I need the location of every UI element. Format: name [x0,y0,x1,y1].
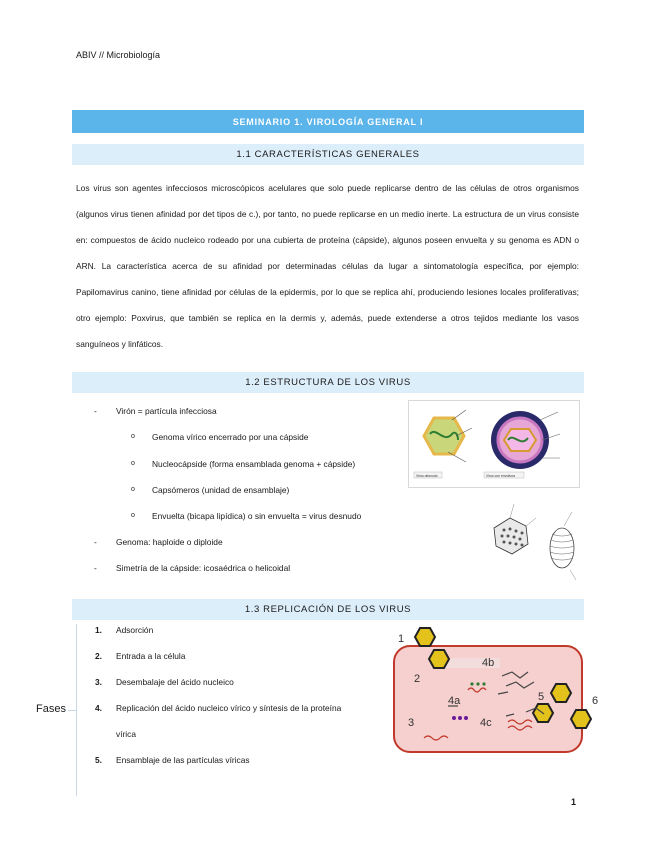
diagram-label: 1 [398,633,405,645]
virus-structure-figure [408,400,580,488]
step-text-continuation: vírica [116,729,137,739]
diagram-label: 4b [482,657,495,669]
step-number: 2. [95,651,102,661]
step-number: 5. [95,755,102,765]
list-item: Envuelta (bicapa lipídica) o sin envuelta = virus desnudo [152,511,362,521]
step-text: Adsorción [116,625,154,635]
diagram-label: 6 [592,695,599,707]
sub-bullet: o [131,460,135,467]
diagram-label: 2 [414,673,421,685]
list-bullet: - [94,537,97,547]
list-item: Nucleocápside (forma ensamblada genoma + cápside) [152,459,356,469]
step-number: 4. [95,703,102,713]
list-item: Genoma vírico encerrado por una cápside [152,432,309,442]
diagram-label: 3 [408,717,415,729]
sub-bullet: o [131,433,135,440]
step-text: Desembalaje del ácido nucleico [116,677,234,687]
list-bullet: - [94,406,97,416]
step-text: Entrada a la célula [116,651,186,661]
diagram-label: 5 [538,691,545,703]
symmetry-item: Simetría de la cápside: icosaédrica o helicoidal [116,563,291,573]
section-1-paragraph: Los virus son agentes infecciosos microscópicos acelulares que solo puede replicarse dentro de las células de otros organismos (algunos virus tienen afinidad por det tipos de c.), por tanto, no puede replicarse en un medio inerte. La estructura de un virus consiste en: compuestos de ácido nucleico rodeado por una cubierta de proteína (cápside), algunos poseen envuelta y su genoma es ADN o ARN. La característica acerca de su afinidad por determinadas células da lugar a sintomatología específica, por ejemplo: Papilomavirus canino, tiene afinidad por células de la epidermis, por lo que se replica ahí, produciendo lesiones locales proliferativas; otro ejemplo: Poxvirus, que también se replica en la dermis y, además, puede extenderse a otros tejidos mediante los vasos sanguíneos y linfáticos. [76,183,579,349]
phase-brace [76,624,83,796]
sub-bullet: o [131,512,135,519]
genome-item: Genoma: haploide o diploide [116,537,223,547]
section-heading-1: 1.1 CARACTERÍSTICAS GENERALES [72,144,584,165]
replication-diagram [388,624,608,764]
phases-label: Fases [36,703,66,715]
list-bullet: - [94,563,97,573]
list-item: Capsómeros (unidad de ensamblaje) [152,485,290,495]
step-number: 1. [95,625,102,635]
step-number: 3. [95,677,102,687]
sub-bullet: o [131,486,135,493]
section-heading-2: 1.2 ESTRUCTURA DE LOS VIRUS [72,372,584,393]
diagram-label: 4c [480,717,492,729]
naked-virus-label: Virus desnudo [416,474,438,478]
document-header: ABIV // Microbiología [76,50,161,60]
seminar-title: SEMINARIO 1. VIROLOGÍA GENERAL I [72,110,584,133]
capsid-symmetry-figure [480,496,586,584]
enveloped-virus-label: Virus con envoltura [486,474,515,478]
diagram-label: 4a [448,695,461,707]
section-heading-3: 1.3 REPLICACIÓN DE LOS VIRUS [72,599,584,620]
page-number: 1 [571,797,577,807]
virion-definition: Virón = partícula infecciosa [116,406,217,416]
phase-brace-tick [68,710,76,711]
step-text: Replicación del ácido nucleico vírico y síntesis de la proteína [116,703,342,713]
step-text: Ensamblaje de las partículas víricas [116,755,250,765]
